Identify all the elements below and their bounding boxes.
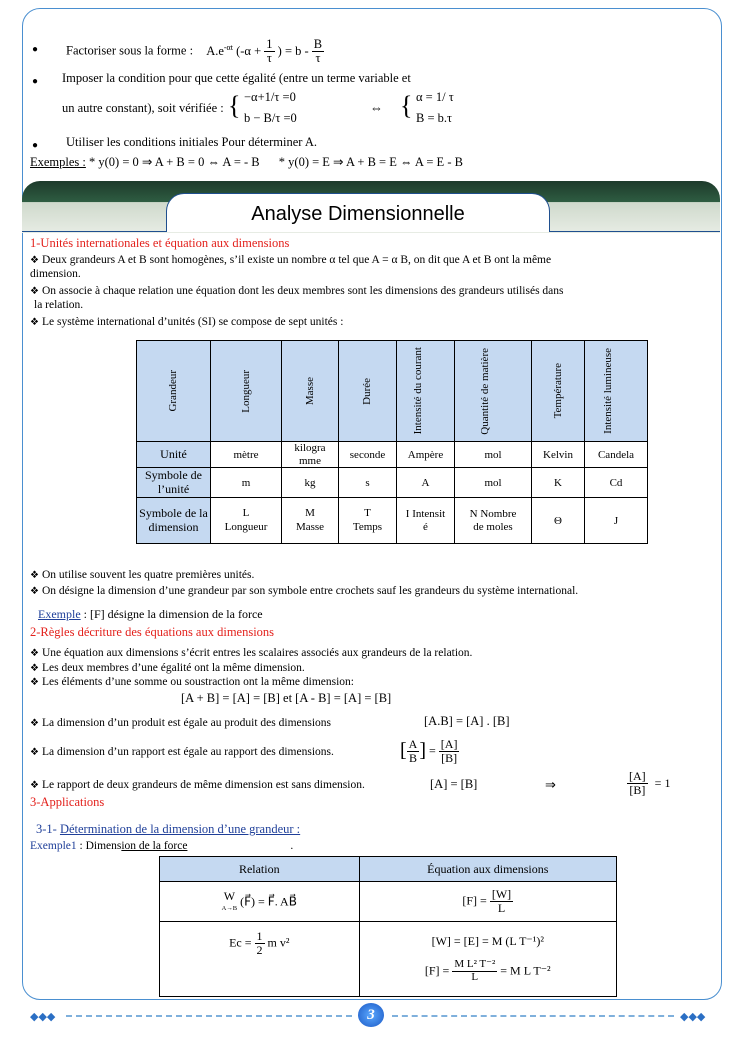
footer-dash-left	[66, 1015, 352, 1017]
table-cell: mètre	[211, 442, 282, 468]
s2-paragraph-4: ❖ La dimension d’un produit est égale au produit des dimensions	[30, 717, 332, 729]
s1-paragraph-2: ❖ On associe à chaque relation une équation dont les deux membres sont les dimensions des grandeurs utilisés dans	[30, 285, 564, 297]
diamond-bullet-icon: ❖	[30, 255, 39, 266]
si-header-cell: Durée	[339, 341, 397, 442]
condition-text-2: un autre constant), soit vérifiée :	[62, 101, 224, 115]
si-header-cell: Masse	[282, 341, 339, 442]
s1-paragraph-1b: dimension.	[30, 268, 81, 280]
diamond-bullet-icon: ❖	[30, 718, 39, 729]
dimension-force: [F] = $\frac{[W]}{L}$	[359, 882, 616, 922]
equation-product: [A.B] = [A] . [B]	[424, 714, 510, 728]
condition-text-1: Imposer la condition pour que cette égalité (entre un terme variable et	[62, 71, 411, 85]
relation-kinetic-energy: Ec = $\frac{1}{2}$ m v²	[160, 922, 360, 997]
si-header-cell: Température	[532, 341, 585, 442]
diamond-bullet-icon: ❖	[30, 780, 39, 791]
s2-paragraph-6: ❖ Le rapport de deux grandeurs de même dimension est sans dimension.	[30, 779, 365, 791]
system-2-line-1: α = 1/ τ	[416, 90, 454, 104]
example-label: Exemple	[38, 607, 81, 621]
table-cell: m	[211, 468, 282, 498]
si-row-unit-symbol	[137, 468, 648, 498]
example-1: * y(0) = 0 ⇒ A + B = 0 ⇔ A = - B	[89, 155, 260, 169]
dimension-work: [W] = [E] = M (L T⁻¹)²	[431, 934, 544, 949]
example1-line: Exemple1 : Dimension de la force .	[30, 840, 294, 852]
equiv-symbol: ⇔	[370, 100, 383, 115]
section-banner-title: Analyse Dimensionnelle	[166, 193, 550, 232]
note-first-four-units: ❖ On utilise souvent les quatre premières unités.	[30, 569, 255, 581]
s2-paragraph-5: ❖ La dimension d’un rapport est égale au rapport des dimensions.	[30, 746, 334, 758]
example-text: : [F] désigne la dimension de la force	[83, 607, 263, 621]
subsection-3-1-heading: 3-1- Détermination de la dimension d’une grandeur :	[36, 822, 301, 836]
table-cell: mol	[455, 468, 532, 498]
table-cell: Symbole de l’unité	[137, 468, 211, 498]
table-cell: Ampère	[397, 442, 455, 468]
si-header-cell: Quantité de matière	[455, 341, 532, 442]
diamond-bullet-icon: ❖	[30, 747, 39, 758]
table-cell: K	[532, 468, 585, 498]
diamond-bullet-icon: ❖	[30, 677, 39, 688]
system-2-line-2: B = b.τ	[416, 111, 453, 125]
initial-conditions-text: Utiliser les conditions initiales Pour déterminer A.	[66, 135, 318, 149]
relation-table	[159, 856, 617, 997]
examples-line	[30, 154, 463, 170]
table-cell: Symbole de la dimension	[137, 498, 211, 544]
factor-expr: $A.e^{-\alpha t}$ (-α + $\frac{1}{\tau}$ ) = b - $\frac{B}{\tau}$	[206, 37, 323, 66]
page-number-badge: 3	[358, 1003, 384, 1027]
si-header-cell: Intensité du courant	[397, 341, 455, 442]
s1-paragraph-3: ❖ Le système international d’unités (SI) se compose de sept unités :	[30, 316, 344, 328]
table-cell: A	[397, 468, 455, 498]
relation-header-row	[160, 857, 617, 882]
example-force	[38, 607, 263, 622]
si-row-unit	[137, 442, 648, 468]
table-cell: I Intensit é	[397, 498, 455, 544]
table-cell: N Nombre de moles	[455, 498, 532, 544]
table-cell: T Temps	[339, 498, 397, 544]
diamond-bullet-icon: ❖	[30, 663, 39, 674]
diamond-bullet-icon: ❖	[30, 570, 39, 581]
table-row	[160, 922, 617, 997]
section-1-heading: 1-Unités internationales et équation aux dimensions	[30, 236, 290, 250]
table-row	[160, 882, 617, 922]
brace-1: {	[228, 91, 241, 120]
equation-sum: [A + B] = [A] = [B] et [A - B] = [A] = [B]	[181, 691, 392, 705]
table-cell: kilogra mme	[282, 442, 339, 468]
system-1-line-2: b − B/τ =0	[244, 111, 297, 125]
table-cell: mol	[455, 442, 532, 468]
diamond-bullet-icon: ❖	[30, 586, 39, 597]
table-cell: Kelvin	[532, 442, 585, 468]
s2-paragraph-1: ❖ Une équation aux dimensions s’écrit entres les scalaires associés aux grandeurs de la relation.	[30, 647, 473, 659]
diamond-bullet-icon: ❖	[30, 648, 39, 659]
frac-b-tau: $\frac{B}{\tau}$	[313, 37, 323, 66]
table-cell: M Masse	[282, 498, 339, 544]
brace-2: {	[400, 91, 413, 120]
equation-same-dimension: [A] = [B]	[430, 777, 478, 791]
footer-dash-right	[392, 1015, 674, 1017]
table-cell: L Longueur	[211, 498, 282, 544]
system-1-line-1: −α+1/τ =0	[244, 90, 296, 104]
s2-paragraph-3: ❖ Les éléments d’une somme ou soustraction ont la même dimension:	[30, 676, 355, 688]
equation-ratio: [ $\frac{A}{B}$ ] = $\frac{[A]}{[B]}$	[400, 737, 458, 765]
examples-label: Exemples :	[30, 155, 86, 169]
table-cell: Unité	[137, 442, 211, 468]
section-3-heading: 3-Applications	[30, 795, 105, 809]
factor-text: Factoriser sous la forme :	[66, 43, 194, 58]
si-header-cell: Longueur	[211, 341, 282, 442]
table-cell: s	[339, 468, 397, 498]
footer-ornament-left-icon: ◆◆◆	[30, 1011, 56, 1023]
si-header-row	[137, 341, 648, 442]
table-cell: kg	[282, 468, 339, 498]
example-2: * y(0) = E ⇒ A + B = E ⇔ A = E - B	[278, 155, 463, 169]
equation-ratio-one: $\frac{[A]}{[B]}$ = 1	[629, 769, 671, 797]
bullet-dot: ●	[32, 76, 39, 87]
diamond-bullet-icon: ❖	[30, 317, 39, 328]
bullet-dot: ●	[32, 44, 39, 55]
s1-paragraph-2b: la relation.	[34, 299, 84, 311]
table-cell: J	[585, 498, 648, 544]
section-2-heading: 2-Règles décriture des équations aux dimensions	[30, 625, 275, 639]
diamond-bullet-icon: ❖	[30, 286, 39, 297]
si-header-cell: Grandeur	[137, 341, 211, 442]
dimension-work-and-force	[359, 922, 616, 997]
s1-paragraph-1: ❖ Deux grandeurs A et B sont homogènes, s’il existe un nombre α tel que A = α B, on dit que A et B ont la même	[30, 254, 552, 266]
table-cell: Θ	[532, 498, 585, 544]
si-row-dimension-symbol	[137, 498, 648, 544]
dimension-column-header: Équation aux dimensions	[359, 857, 616, 882]
implies-symbol: ⇒	[545, 777, 556, 792]
table-cell: seconde	[339, 442, 397, 468]
note-brackets: ❖ On désigne la dimension d’une grandeur par son symbole entre crochets sauf les grandeurs du système international.	[30, 585, 579, 597]
frac-1-tau: $\frac{1}{\tau}$	[266, 37, 273, 66]
factor-line	[66, 38, 324, 65]
si-units-table	[136, 340, 648, 544]
table-cell: Candela	[585, 442, 648, 468]
s2-paragraph-2: ❖ Les deux membres d’une égalité ont la même dimension.	[30, 662, 305, 674]
table-cell: Cd	[585, 468, 648, 498]
footer-ornament-right-icon: ◆◆◆	[680, 1011, 706, 1023]
relation-column-header: Relation	[160, 857, 360, 882]
si-header-cell: Intensité lumineuse	[585, 341, 648, 442]
relation-work: W A→B (F⃗) = F⃗. AB⃗	[160, 882, 360, 922]
dimension-force-result: [F] = $\frac{\text{M L² T⁻²}}{L}$ = M L T⁻²	[424, 958, 551, 983]
bullet-dot: ●	[32, 140, 39, 151]
